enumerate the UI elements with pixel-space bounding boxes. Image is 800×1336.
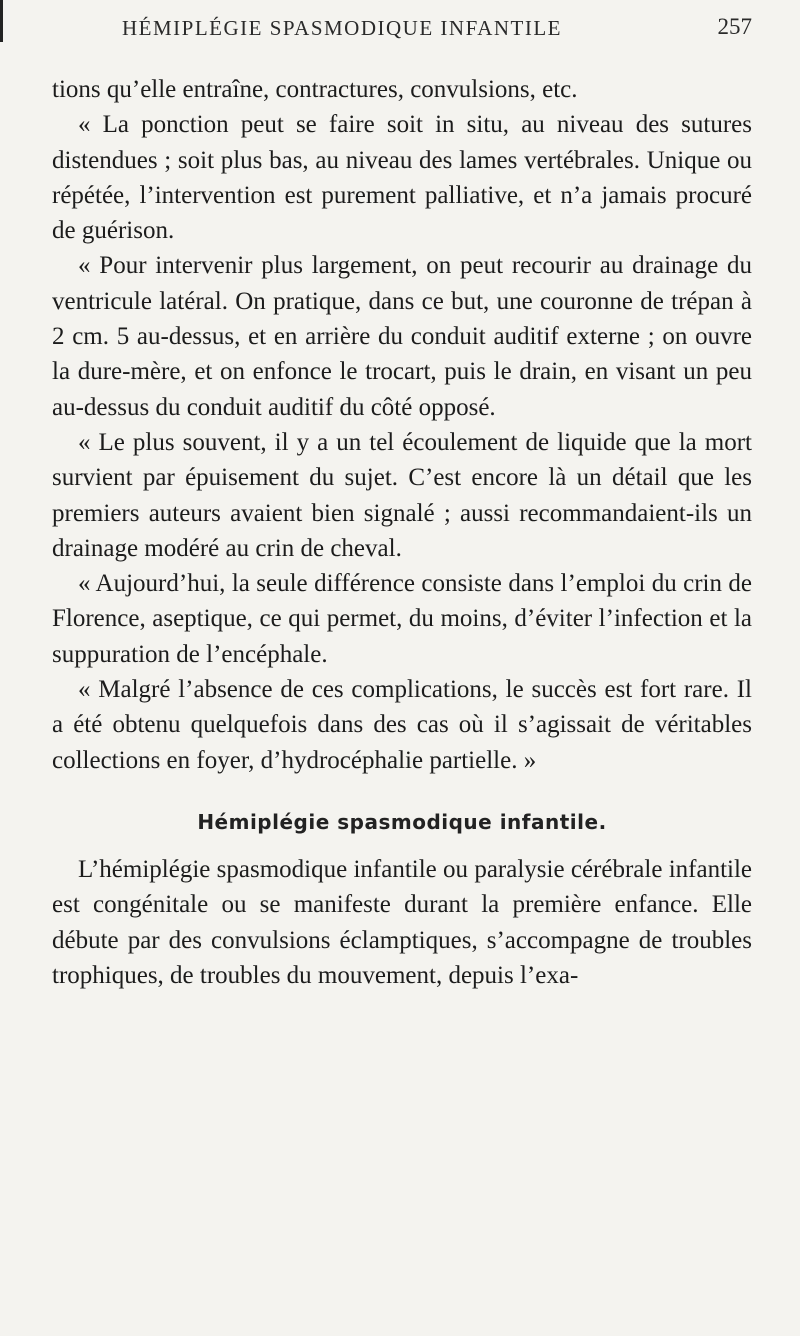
page-number: 257: [717, 14, 752, 39]
page-edge-rule: [0, 0, 3, 42]
paragraph-drainage: « Pour intervenir plus largement, on peut recourir au drainage du ventricule latéral. On pratique, dans ce but, une couronne de trépan à 2 cm. 5 au-dessus, et en arrière du conduit auditif externe ; on ouvre la dure-mère, et on enfonce le trocart, puis le drain, en visant un peu au-dessus du conduit auditif du côté opposé.: [52, 252, 752, 421]
paragraph-malgre: « Malgré l’absence de ces complications, le succès est fort rare. Il a été obtenu quelquefois dans des cas où il s’agissait de véritables collections en foyer, d’hydrocéphalie partielle. »: [52, 676, 752, 774]
paragraph-section-intro: L’hémiplégie spasmodique infantile ou paralysie cérébrale infantile est congénitale ou se manifeste durant la première enfance. Elle débute par des convulsions éclamptiques, s’accompagne de troubles trophiques, de troubles du mouvement, depuis l’exa-: [52, 855, 752, 989]
running-head: [52, 14, 752, 64]
paragraph-continuation: tions qu’elle entraîne, contractures, convulsions, etc.: [52, 76, 578, 103]
section-heading: Hémiplégie spasmodique infantile.: [197, 809, 607, 834]
paragraph-ecoulement: « Le plus souvent, il y a un tel écoulement de liquide que la mort survient par épuisement du sujet. C’est encore là un détail que les premiers auteurs avaient bien signalé ; aussi recommandaient-ils un drainage modéré au crin de cheval.: [52, 428, 752, 562]
paragraph-ponction: « La ponction peut se faire soit in situ, au niveau des sutures distendues ; soit plus bas, au niveau des lames vertébrales. Unique ou répétée, l’intervention est purement palliative, et n’a jamais procuré de guérison.: [52, 111, 752, 245]
paragraph-aujourdhui: « Aujourd’hui, la seule différence consiste dans l’emploi du crin de Florence, aseptique, ce qui permet, du moins, d’éviter l’infection et la suppuration de l’encéphale.: [52, 570, 752, 668]
running-title: HÉMIPLÉGIE SPASMODIQUE INFANTILE: [122, 16, 562, 40]
book-page: [52, 0, 752, 993]
